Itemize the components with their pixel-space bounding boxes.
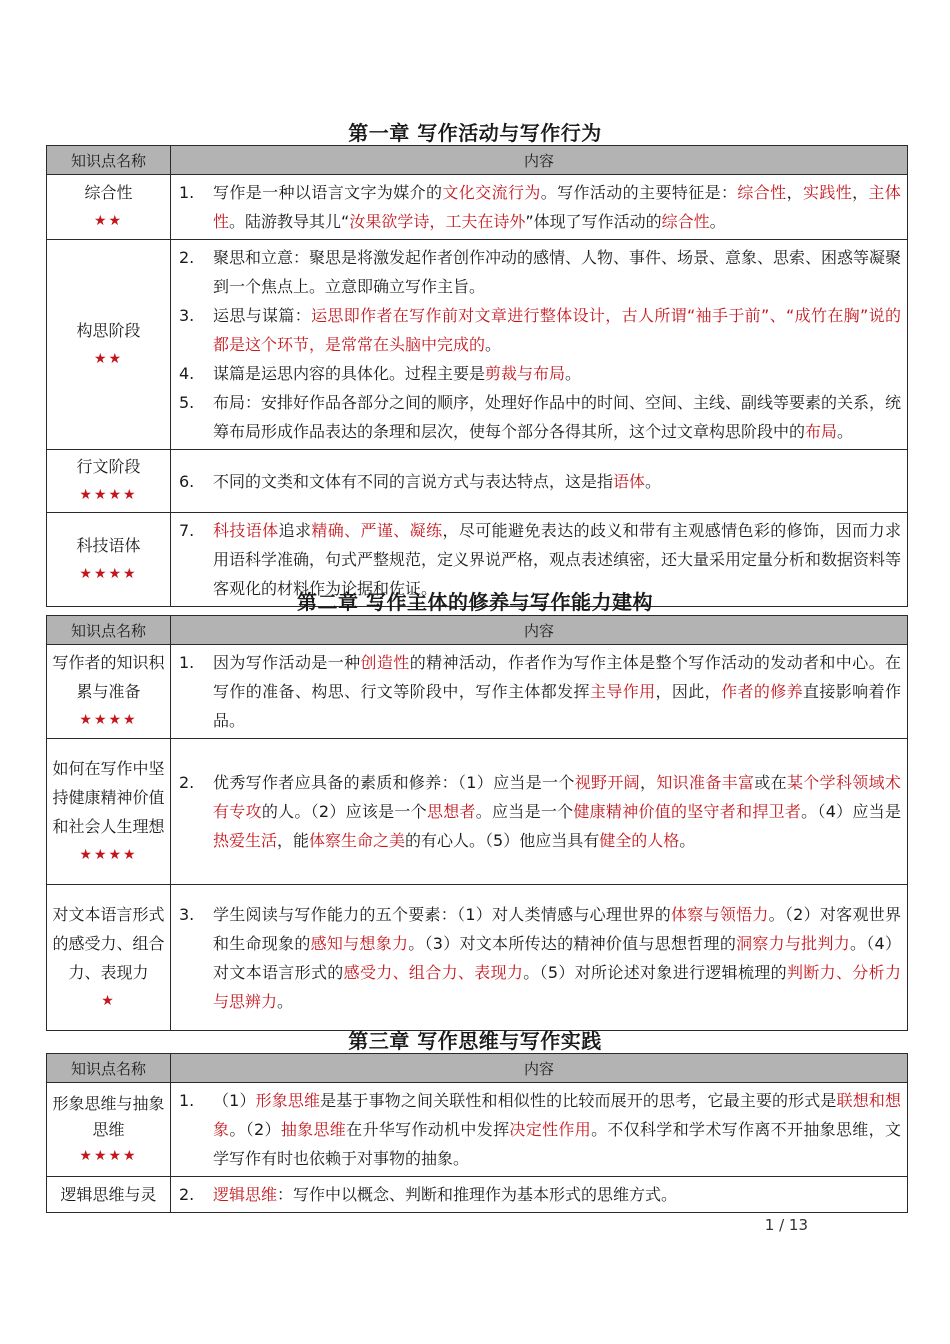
importance-stars: ★★★★ xyxy=(79,712,138,728)
table-row xyxy=(47,240,908,450)
key-term: 洞察力与批判力 xyxy=(736,933,850,953)
text-segment: 。（4）应当是 xyxy=(801,802,901,821)
importance-stars: ★★★★ xyxy=(79,1147,138,1164)
key-term: 精确、严谨、凝练 xyxy=(311,521,443,540)
chapter-title: 第二章 写作主体的修养与写作能力建构 xyxy=(297,590,653,614)
key-term: 联想和想象 xyxy=(213,1091,901,1139)
item-text xyxy=(213,359,901,388)
text-segment: 。 xyxy=(679,831,696,850)
content-item xyxy=(177,1086,901,1173)
text-segment: ，能 xyxy=(277,831,310,850)
topic-name: 对文本语言形式的感受力、组合力、表现力 xyxy=(52,904,165,982)
text-segment: 布局：安排好作品各部分之间的顺序，处理好作品中的时间、空间、主线、副线等要素的关系，统筹布局形成作品表达的条理和层次，使每个部分各得其所，这个过文章构思阶段中的 xyxy=(213,393,902,441)
text-segment: 聚思和立意：聚思是将激发起作者创作冲动的感情、人物、事件、场景、意象、思索、困惑等凝聚到一个焦点上。立意即确立写作主旨。 xyxy=(213,248,902,296)
topic-cell xyxy=(47,739,171,885)
content-item xyxy=(177,388,901,446)
item-number: 2. xyxy=(179,1185,195,1204)
item-text xyxy=(213,178,901,236)
key-term: 体察与领悟力 xyxy=(671,904,769,924)
topic-cell xyxy=(47,1083,171,1177)
text-segment: 。应当是一个 xyxy=(475,802,574,821)
item-number: 1. xyxy=(179,183,195,202)
table-row xyxy=(47,1083,908,1177)
table-row xyxy=(47,885,908,1031)
table-row xyxy=(47,450,908,513)
text-segment: 追求 xyxy=(278,521,312,540)
text-segment: 。（5）对所论述对象进行逻辑梳理的 xyxy=(523,962,787,982)
content-item xyxy=(177,359,901,388)
key-term: 某个学科领域术有专攻 xyxy=(213,773,901,821)
text-segment: 谋篇是运思内容的具体化。过程主要是 xyxy=(213,364,486,383)
text-segment: 或在 xyxy=(754,773,787,792)
item-text xyxy=(213,467,901,496)
item-text xyxy=(213,1086,901,1173)
key-term: 综合性 xyxy=(737,183,787,202)
text-segment: 的人。（2）应该是一个 xyxy=(261,802,427,821)
text-segment: ，因此， xyxy=(655,682,722,701)
text-segment: ”体现了写作活动的 xyxy=(525,212,662,231)
item-number: 1. xyxy=(179,653,195,672)
content-cell xyxy=(171,240,908,450)
key-term: 感知与想象力 xyxy=(310,933,409,953)
key-term: 健全的人格 xyxy=(599,831,680,850)
table-row xyxy=(47,739,908,885)
content-cell xyxy=(171,645,908,739)
text-segment: 。（4）对文本语言形式的 xyxy=(213,933,901,982)
item-number: 2. xyxy=(179,773,195,792)
item-number: 3. xyxy=(179,306,195,325)
text-segment: 优秀写作者应具备的素质和修养：（1）应当是一个 xyxy=(213,773,575,792)
text-segment: （1） xyxy=(213,1091,256,1110)
topic-cell xyxy=(47,450,171,513)
header-name: 知识点名称 xyxy=(47,616,171,645)
topic-name: 科技语体 xyxy=(76,535,141,555)
topic-cell xyxy=(47,175,171,240)
knowledge-table xyxy=(46,145,908,607)
chapter-title: 第三章 写作思维与写作实践 xyxy=(348,1029,602,1053)
key-term: 决定性作用 xyxy=(509,1120,592,1139)
key-term: 思想者 xyxy=(426,802,476,821)
importance-stars: ★★★★ xyxy=(79,846,138,863)
key-term: 剪裁与布局 xyxy=(485,364,566,383)
key-term: 实践性 xyxy=(802,183,853,202)
topic-name: 形象思维与抽象思维 xyxy=(52,1093,165,1139)
item-number: 3. xyxy=(179,904,195,924)
header-name: 知识点名称 xyxy=(47,1054,171,1083)
key-term: 主体性 xyxy=(213,183,901,231)
page-number: 1 / 13 xyxy=(764,1216,808,1234)
header-name: 知识点名称 xyxy=(47,146,171,175)
content-item xyxy=(177,467,901,496)
item-text xyxy=(213,301,901,359)
text-segment: 是基于事物之间关联性和相似性的比较而展开的思考，它最主要的形式是 xyxy=(320,1091,837,1110)
key-term: 视野开阔 xyxy=(574,773,641,792)
text-segment: 的有心人。（5）他应当具有 xyxy=(405,831,600,850)
text-segment: 学生阅读与写作能力的五个要素：（1）对人类情感与心理世界的 xyxy=(213,904,672,924)
key-term: 作者的修养 xyxy=(721,682,804,701)
content-item xyxy=(177,900,901,1016)
content-item xyxy=(177,1180,901,1209)
content-item xyxy=(177,243,901,301)
item-text xyxy=(213,1180,901,1209)
content-item xyxy=(177,301,901,359)
key-term: 综合性 xyxy=(661,212,710,231)
content-cell xyxy=(171,175,908,240)
topic-cell xyxy=(47,1177,171,1213)
key-term: 科技语体 xyxy=(213,521,279,540)
importance-stars: ★★★★ xyxy=(79,565,138,582)
topic-name: 构思阶段 xyxy=(76,320,141,340)
key-term: 布局 xyxy=(805,422,838,441)
text-segment: ， xyxy=(786,183,803,202)
key-term: 体察生命之美 xyxy=(309,831,406,850)
header-content: 内容 xyxy=(171,616,908,645)
header-content: 内容 xyxy=(171,146,908,175)
key-term: 逻辑思维 xyxy=(213,1185,278,1204)
text-segment: 。陆游教导其儿“ xyxy=(229,212,350,231)
key-term: 创造性 xyxy=(360,653,410,672)
text-segment: 。 xyxy=(709,212,726,231)
item-text xyxy=(213,648,901,735)
knowledge-table xyxy=(46,1053,908,1213)
item-number: 2. xyxy=(179,248,195,267)
item-text xyxy=(213,768,901,855)
text-segment: 在升华写作动机中发挥 xyxy=(346,1120,510,1139)
topic-name: 综合性 xyxy=(84,183,133,202)
importance-stars: ★★ xyxy=(93,213,124,229)
text-segment: 的精神活动，作者作为写作主体是整个写作活动的发动者和中心。在写作的准备、构思、行文等阶段中，写作主体都发挥 xyxy=(213,653,901,701)
header-content: 内容 xyxy=(171,1054,908,1083)
table-row xyxy=(47,645,908,739)
text-segment: 。 xyxy=(485,335,502,354)
item-number: 4. xyxy=(179,364,195,383)
text-segment: 。（3）对文本所传达的精神价值与思想哲理的 xyxy=(408,933,737,953)
text-segment: 运思与谋篇： xyxy=(213,306,312,325)
importance-stars: ★★ xyxy=(93,350,124,367)
topic-cell xyxy=(47,240,171,450)
content-item xyxy=(177,648,901,735)
key-term: 抽象思维 xyxy=(280,1120,347,1139)
item-text xyxy=(213,900,901,1016)
table-row xyxy=(47,175,908,240)
text-segment: 写作是一种以语言文字为媒介的 xyxy=(213,183,443,202)
item-text xyxy=(213,243,901,301)
item-number: 7. xyxy=(179,521,195,540)
importance-stars: ★ xyxy=(101,992,116,1009)
text-segment: 。 xyxy=(837,422,854,441)
knowledge-table xyxy=(46,615,908,1031)
key-term: 运思即作者在写作前对文章进行整体设计，古人所谓“袖手于前”、“成竹在胸”说的都是这个环节，是常常在头脑中完成的 xyxy=(213,306,901,354)
text-segment: 。（2） xyxy=(229,1120,281,1139)
content-cell xyxy=(171,1177,908,1213)
content-cell xyxy=(171,1083,908,1177)
topic-cell xyxy=(47,885,171,1031)
content-item xyxy=(177,768,901,855)
topic-cell xyxy=(47,645,171,739)
key-term: 主导作用 xyxy=(589,682,656,701)
importance-stars: ★★★★ xyxy=(79,487,138,503)
chapter-title: 第一章 写作活动与写作行为 xyxy=(348,121,602,145)
item-number: 5. xyxy=(179,393,195,412)
key-term: 热爱生活 xyxy=(213,831,278,850)
text-segment: 。 xyxy=(645,471,662,491)
key-term: 知识准备丰富 xyxy=(656,773,755,792)
key-term: 健康精神价值的坚守者和捍卫者 xyxy=(573,802,802,821)
key-term: 文化交流行为 xyxy=(442,183,541,202)
key-term: 形象思维 xyxy=(255,1091,321,1110)
text-segment: 。不仅科学和学术写作离不开抽象思维，文学写作有时也依赖于对事物的抽象。 xyxy=(213,1120,901,1168)
key-term: 语体 xyxy=(613,471,646,491)
text-segment: 不同的文类和文体有不同的言说方式与表达特点，这是指 xyxy=(213,471,614,491)
topic-name: 如何在写作中坚持健康精神价值和社会人生理想 xyxy=(52,758,165,836)
content-cell xyxy=(171,885,908,1031)
text-segment: ：写作中以概念、判断和推理作为基本形式的思维方式。 xyxy=(277,1185,678,1204)
item-number: 6. xyxy=(179,471,195,491)
text-segment: 。（2）对客观世界和生命现象的 xyxy=(213,904,901,953)
table-row xyxy=(47,1177,908,1213)
text-segment: 。写作活动的主要特征是： xyxy=(540,183,738,202)
topic-name: 行文阶段 xyxy=(76,457,141,476)
key-term: 判断力、分析力与思辨力 xyxy=(213,962,901,1011)
topic-name: 写作者的知识积累与准备 xyxy=(52,653,165,701)
text-segment: 直接影响着作品。 xyxy=(213,682,901,730)
text-segment: 。 xyxy=(277,991,294,1011)
topic-name: 逻辑思维与灵 xyxy=(60,1184,157,1204)
text-segment: ， xyxy=(640,773,657,792)
item-number: 1. xyxy=(179,1091,195,1110)
content-cell xyxy=(171,739,908,885)
content-item xyxy=(177,178,901,236)
text-segment: ，尽可能避免表达的歧义和带有主观感情色彩的修饰，因而力求用语科学准确，句式严整规范，定义界说严格，观点表述缜密，还大量采用定量分析和数据资料等客观化的材料作为论据和佐证。 xyxy=(213,521,902,598)
key-term: 感受力、组合力、表现力 xyxy=(343,962,524,982)
text-segment: 因为写作活动是一种 xyxy=(213,653,361,672)
key-term: 汝果欲学诗，工夫在诗外 xyxy=(349,212,526,231)
content-cell xyxy=(171,450,908,513)
item-text xyxy=(213,388,901,446)
text-segment: ， xyxy=(852,183,869,202)
text-segment: 。 xyxy=(565,364,582,383)
